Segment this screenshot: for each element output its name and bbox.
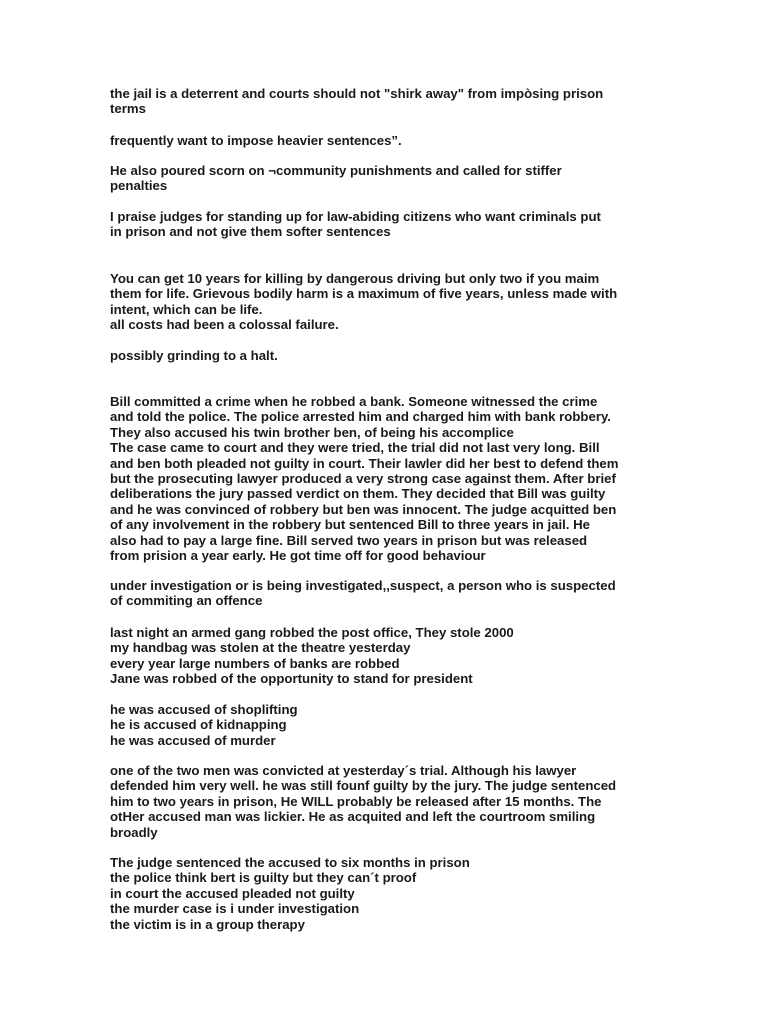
paragraph-robbed-examples: last night an armed gang robbed the post office, They stole 2000 my handbag was stolen at the theatre yesterday every year large numbers of banks are robbed Jane was robbed of the opportunity to stand for president — [110, 625, 514, 687]
paragraph-under-investigation: under investigation or is being investigated,,suspect, a person who is suspected of commiting an offence — [110, 578, 616, 609]
paragraph-praise-judges: I praise judges for standing up for law-abiding citizens who want criminals put in prison and not give them softer sentences — [110, 209, 601, 240]
paragraph-grinding-halt: possibly grinding to a halt. — [110, 348, 278, 363]
paragraph-community-punishments: He also poured scorn on ¬community punishments and called for stiffer penalties — [110, 163, 562, 194]
paragraph-bill-bank-robbery: Bill committed a crime when he robbed a bank. Someone witnessed the crime and told the police. The police arrested him and charged him with bank robbery. They also accused his twin brother ben, of being his accomplice The case came to court and they were tried, the trial did not last very long. Bill and ben both pleaded not guilty in court. Their lawler did her best to defend them but the prosecuting lawyer produced a very strong case against them. After brief deliberations the jury passed verdict on them. They decided that Bill was guilty and he was convinced of robbery but ben was innocent. The judge acquitted ben of any involvement in the robbery but sentenced Bill to three years in jail. He also had to pay a large fine. Bill served two years in prison but was released from prision a year early. He got time off for good behaviour — [110, 394, 619, 564]
paragraph-dangerous-driving: You can get 10 years for killing by dangerous driving but only two if you maim them for life. Grievous bodily harm is a maximum of five years, unless made with intent, which can be life. all costs had been a colossal failure. — [110, 271, 618, 333]
paragraph-accused-examples: he was accused of shoplifting he is accused of kidnapping he was accused of murder — [110, 702, 298, 748]
paragraph-heavier-sentences: frequently want to impose heavier sentences”. — [110, 133, 402, 148]
paragraph-judge-sentenced: The judge sentenced the accused to six months in prison the police think bert is guilty but they can´t proof in court the accused pleaded not guilty the murder case is i under investigation the victim is in a group therapy — [110, 855, 470, 932]
paragraph-convicted-trial: one of the two men was convicted at yesterday´s trial. Although his lawyer defended him very well. he was still founf guilty by the jury. The judge sentenced him to two years in prison, He WILL probably be released after 15 months. The otHer accused man was lickier. He as acquited and left the courtroom smiling broadly — [110, 763, 617, 840]
paragraph-jail-deterrent: the jail is a deterrent and courts should not "shirk away" from impòsing prison terms — [110, 86, 604, 117]
